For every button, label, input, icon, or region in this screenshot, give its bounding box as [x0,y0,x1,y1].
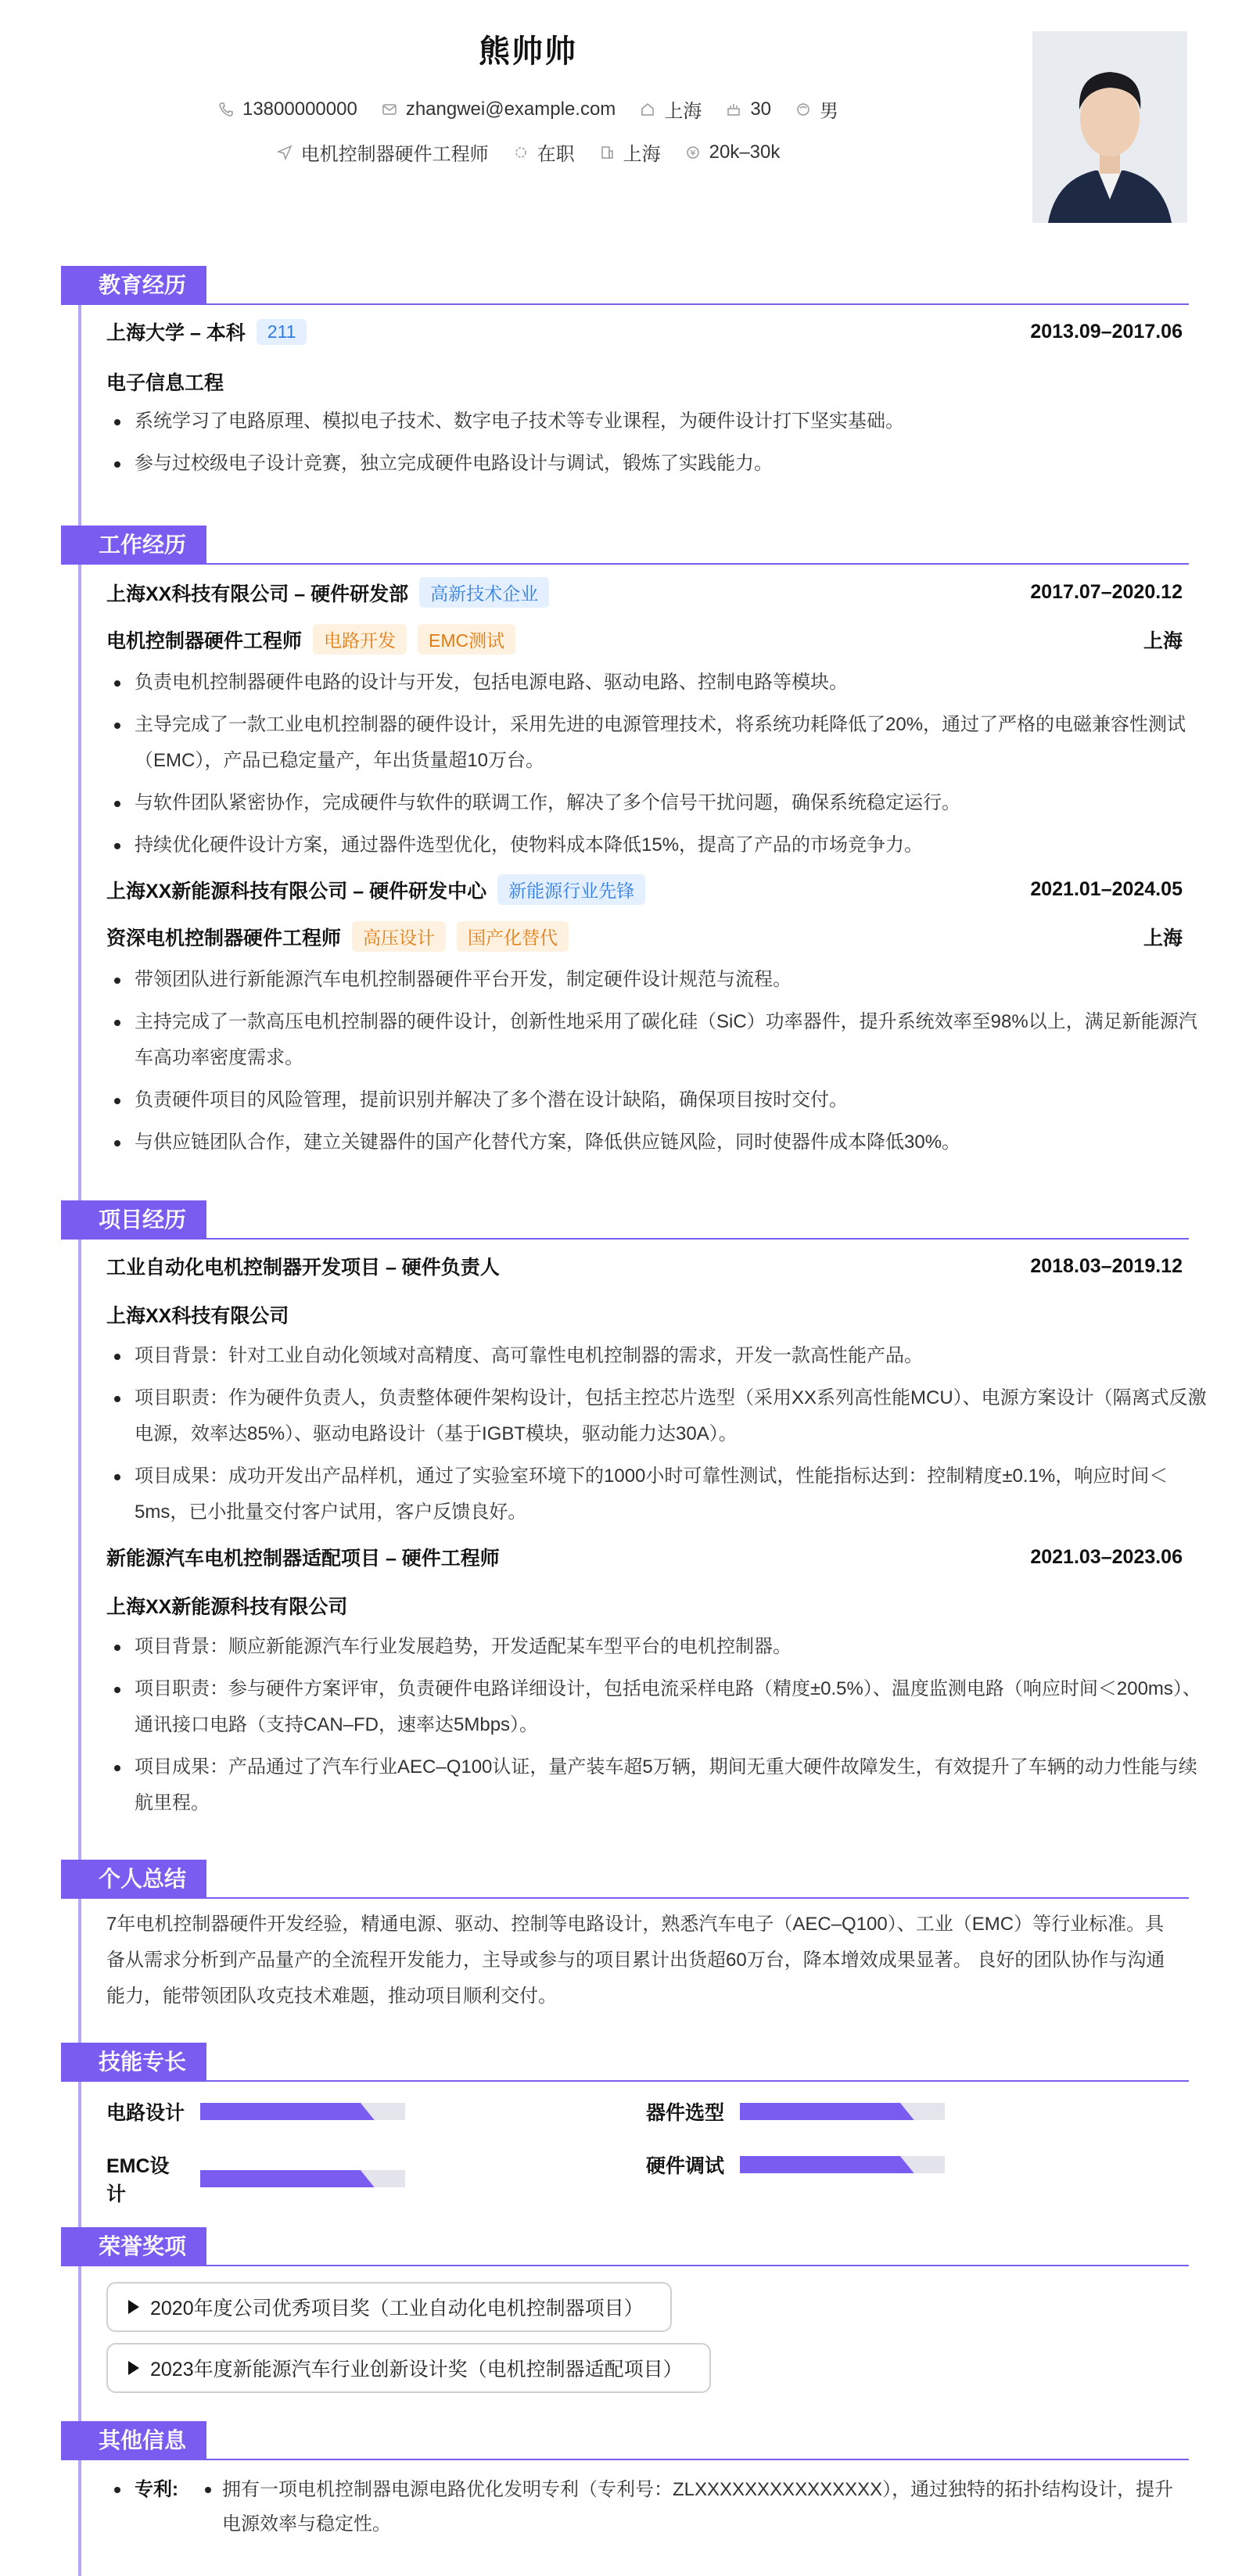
email-text: zhangwei@example.com [405,98,616,120]
section-divider [61,1897,1189,1899]
location-item [639,95,702,123]
education-entry [106,318,1183,346]
section-title-work: 工作经历 [61,526,206,565]
section-divider [61,2080,1189,2082]
phone-icon [217,101,235,118]
list-item: 带领团队进行新能源汽车电机控制器硬件平台开发，制定硬件设计规范与流程。 [135,962,1211,998]
work-city-text: 上海 [623,144,661,165]
work-city: 上海 [1143,927,1183,949]
skill-item [646,2151,945,2179]
skill-item [106,2097,405,2126]
skill-bar-fill [200,2170,375,2187]
candidate-name: 熊帅帅 [479,34,577,69]
education-bullets [106,404,1211,488]
role-tag: 电路开发 [313,624,407,655]
section-divider [61,303,1189,305]
list-item: 项目成果：产品通过了汽车行业AEC–Q100认证，量产装车超5万辆，期间无重大硬件故障发生，有效提升了车辆的动力性能与续航里程。 [135,1749,1211,1821]
list-item: 与供应链团队合作，建立关键器件的国产化替代方案，降低供应链风险，同时使器件成本降低30%。 [135,1125,1211,1161]
bullet-dot [114,2487,120,2493]
work-date: 2017.07–2020.12 [1030,581,1183,603]
skill-name: 硬件调试 [646,2155,725,2177]
list-item: 持续优化硬件设计方案，通过器件选型优化，使物料成本降低15%，提高了产品的市场竞争力。 [135,827,1211,863]
mail-icon [381,101,398,118]
skill-bar-fill [200,2103,375,2120]
skill-bar [200,2170,405,2187]
send-icon [276,144,293,161]
project-2-header [106,1543,1183,1571]
education-date: 2013.09–2017.06 [1030,320,1183,343]
project-1-bullets [106,1338,1211,1537]
job-title-item [276,138,489,166]
project-1-header [106,1252,1183,1280]
gender-text: 男 [820,101,839,122]
skill-bar [740,2156,945,2173]
skill-name: 电路设计 [106,2102,185,2124]
work-entry-2-role [106,921,1183,952]
age-item [725,99,771,120]
list-item: 项目背景：针对工业自动化领域对高精度、高可靠性电机控制器的需求，开发一款高性能产品。 [135,1338,1211,1374]
project-title: 新能源汽车电机控制器适配项目 – 硬件工程师 [106,1548,500,1570]
role-name: 电机控制器硬件工程师 [106,630,303,652]
section-title-skills: 技能专长 [61,2043,206,2082]
resume-header [0,23,1242,235]
role-name: 资深电机控制器硬件工程师 [106,927,342,949]
project-date: 2021.03–2023.06 [1030,1545,1183,1568]
list-item: 主导完成了一款工业电机控制器的硬件设计，采用先进的电源管理技术，将系统功耗降低了20%，通过了严格的电磁兼容性测试（EMC），产品已稳定量产，年出货量超10万台。 [135,707,1211,779]
salary-text: 20k–30k [709,141,781,163]
section-title-education: 教育经历 [61,266,206,305]
role-tag: EMC测试 [418,624,515,655]
project-title: 工业自动化电机控制器开发项目 – 硬件负责人 [106,1257,500,1279]
list-item: 负责电机控制器硬件电路的设计与开发，包括电源电路、驱动电路、控制电路等模块。 [135,665,1211,701]
money-icon [684,144,702,161]
other-row [106,2473,1183,2542]
skill-bar [200,2103,405,2120]
section-divider [61,2459,1189,2460]
work-entry-2-header [106,874,1183,905]
work-2-bullets [106,962,1211,1167]
triangle-right-icon [128,2361,139,2375]
list-item: 负责硬件项目的风险管理，提前识别并解决了多个潜在设计缺陷，确保项目按时交付。 [135,1082,1211,1118]
skill-bar-fill [740,2156,914,2173]
list-item: 参与过校级电子设计竞赛，独立完成硬件电路设计与调试，锻炼了实践能力。 [135,446,1211,482]
list-item: 项目背景：顺应新能源汽车行业发展趋势，开发适配某车型平台的电机控制器。 [135,1629,1211,1665]
work-1-bullets [106,665,1211,870]
work-city-item [598,138,661,166]
email-item [381,99,616,120]
section-divider [61,563,1189,565]
bullet-dot [205,2487,211,2493]
skill-name: EMC设计 [106,2155,170,2205]
status-icon [512,144,529,161]
skill-item [646,2097,945,2126]
cake-icon [725,101,742,118]
skill-item [106,2151,405,2207]
list-item: 与软件团队紧密协作，完成硬件与软件的联调工作，解决了多个信号干扰问题，确保系统稳定运行。 [135,785,1211,821]
other-text: 拥有一项电机控制器电源电路优化发明专利（专利号：ZLXXXXXXXXXXXXXXX），通过独特的拓扑结构设计，提升电源效率与稳定性。 [222,2479,1174,2535]
work-date: 2021.01–2024.05 [1030,878,1183,900]
age-text: 30 [750,98,772,120]
list-item: 系统学习了电路原理、模拟电子技术、数字电子技术等专业课程，为硬件设计打下坚实基础。 [135,404,1211,439]
award-item[interactable] [106,2343,711,2393]
list-item: 项目职责：作为硬件负责人，负责整体硬件架构设计，包括主控芯片选型（采用XX系列高性能MCU）、电源方案设计（隔离式反激电源，效率达85%）、驱动电路设计（基于IGBT模块，驱动能力达30A）。 [135,1380,1211,1452]
building-icon [598,144,616,161]
project-company: 上海XX新能源科技有限公司 [106,1596,348,1618]
profile-photo [1032,31,1187,223]
project-2-bullets [106,1629,1211,1828]
skill-name: 器件选型 [646,2102,725,2124]
gender-icon [795,101,812,118]
section-title-summary: 个人总结 [61,1860,206,1899]
school-tag: 211 [257,319,307,345]
status-text: 在职 [537,144,575,165]
company-tag: 新能源行业先锋 [497,874,645,905]
phone-item [217,99,357,120]
company-tag: 高新技术企业 [419,577,549,608]
list-item: 项目职责：参与硬件方案评审，负责硬件电路详细设计，包括电流采样电路（精度±0.5%）、温度监测电路（响应时间＜200ms）、通讯接口电路（支持CAN–FD，速率达5Mbps）。 [135,1671,1211,1743]
skill-bar [740,2103,945,2120]
location-text: 上海 [664,101,702,122]
list-item: 项目成果：成功开发出产品样机，通过了实验室环境下的1000小时可靠性测试，性能指标达到：控制精度±0.1%，响应时间＜5ms，已小批量交付客户试用，客户反馈良好。 [135,1458,1211,1530]
section-divider [61,2265,1189,2266]
award-text: 2020年度公司优秀项目奖（工业自动化电机控制器项目） [150,2298,644,2319]
work-entry-1-header [106,577,1183,608]
project-date: 2018.03–2019.12 [1030,1254,1183,1277]
award-item[interactable] [106,2282,672,2332]
work-city: 上海 [1143,630,1183,652]
project-company: 上海XX科技有限公司 [106,1305,289,1327]
section-divider [61,1238,1189,1240]
section-title-other: 其他信息 [61,2421,206,2460]
company-name: 上海XX新能源科技有限公司 – 硬件研发中心 [106,880,487,902]
list-item: 主持完成了一款高压电机控制器的硬件设计，创新性地采用了碳化硅（SiC）功率器件，提升系统效率至98%以上，满足新能源汽车高功率密度需求。 [135,1004,1211,1076]
home-icon [639,101,656,118]
contact-row [0,95,1056,123]
section-title-awards: 荣誉奖项 [61,2227,206,2266]
phone-text: 13800000000 [242,98,357,120]
job-title-text: 电机控制器硬件工程师 [300,144,489,165]
gender-item [795,95,838,123]
education-major: 电子信息工程 [106,372,224,394]
skill-bar-fill [740,2103,914,2120]
status-item [512,138,575,166]
section-title-project: 项目经历 [61,1200,206,1240]
salary-item [684,142,781,163]
company-name: 上海XX科技有限公司 – 硬件研发部 [106,583,409,605]
work-entry-1-role [106,624,1183,655]
school-name: 上海大学 – 本科 [106,322,246,344]
role-tag: 高压设计 [352,921,446,952]
job-row [0,138,1056,166]
award-text: 2023年度新能源汽车行业创新设计奖（电机控制器适配项目） [150,2359,683,2380]
triangle-right-icon [128,2300,139,2314]
role-tag: 国产化替代 [457,921,569,952]
other-label: 专利: [135,2479,178,2500]
summary-text: 7年电机控制器硬件开发经验，精通电源、驱动、控制等电路设计，熟悉汽车电子（AEC–Q100）、工业（EMC）等行业标准。具备从需求分析到产品量产的全流程开发能力，主导或参与的项目累计出货超60万台，降本增效成果显著。 良好的团队协作与沟通能力，能带领团队攻克技术难题，推动项目顺利交付。 [106,1914,1165,2007]
